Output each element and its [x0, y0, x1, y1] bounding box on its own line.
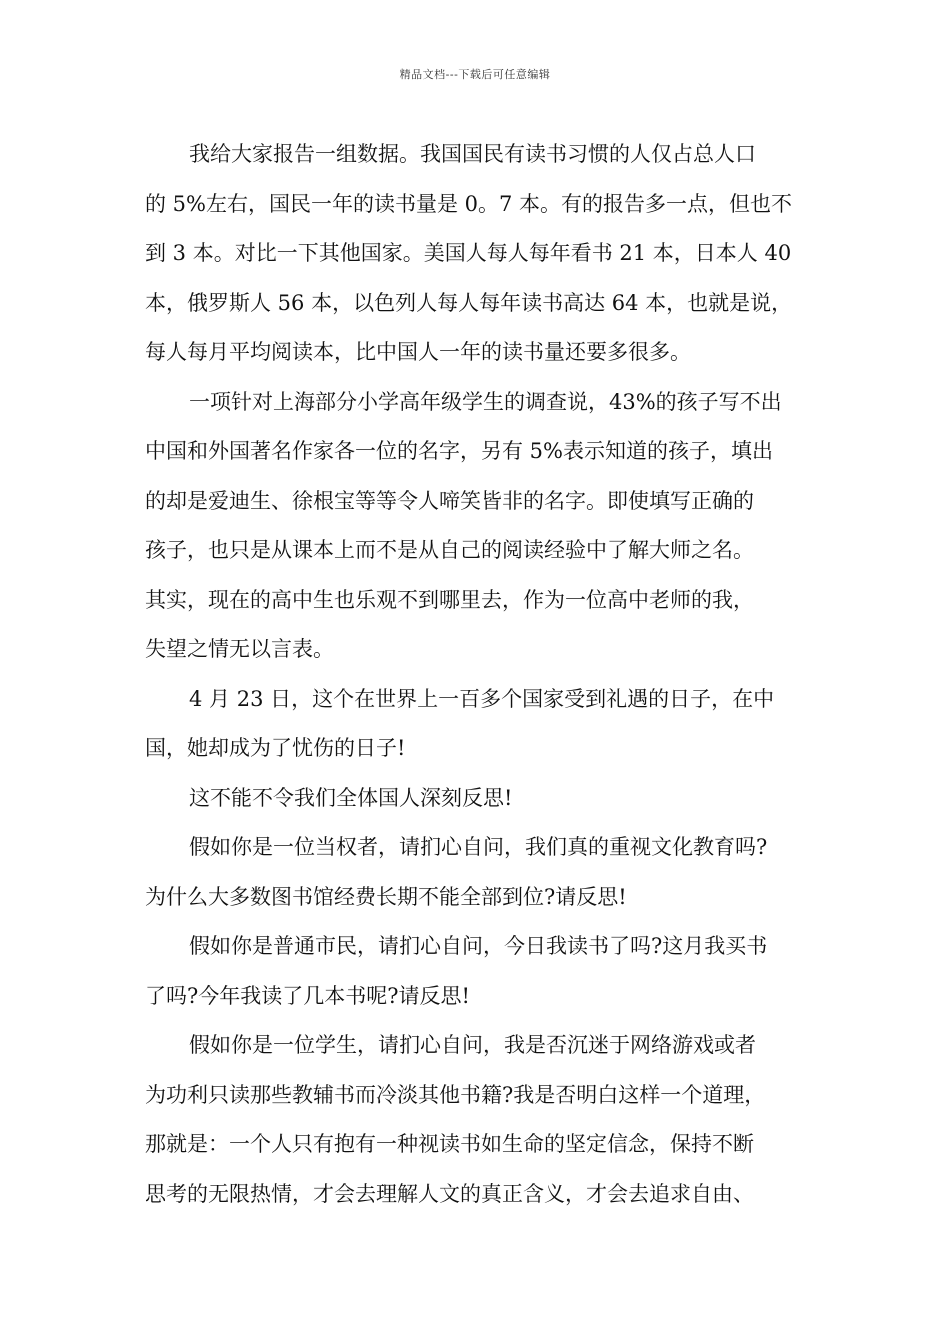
text-line: 假如你是一位当权者，请扪心自问，我们真的重视文化教育吗? [189, 835, 768, 859]
text-line: 其实，现在的高中生也乐观不到哪里去，作为一位高中老师的我， [145, 587, 754, 612]
text-line: 中国和外国著名作家各一位的名字，另有 5%表示知道的孩子，填出 [145, 439, 773, 463]
text-line: 本，俄罗斯人 56 本，以色列人每人每年读书高达 64 本，也就是说， [145, 290, 793, 315]
document-body [145, 130, 825, 1219]
text-line: 假如你是一位学生，请扪心自问，我是否沉迷于网络游戏或者 [189, 1033, 756, 1057]
text-line: 失望之情无以言表。 [145, 637, 334, 661]
text-line: 的 5%左右，国民一年的读书量是 0。7 本。有的报告多一点，但也不 [145, 191, 793, 216]
text-line: 那就是：一个人只有抱有一种视读书如生命的坚定信念，保持不断 [145, 1132, 754, 1156]
text-line: 了吗?今年我读了几本书呢?请反思! [145, 983, 470, 1008]
text-line: 到 3 本。对比一下其他国家。美国人每人每年看书 21 本，日本人 40 [145, 241, 792, 265]
text-line: 这不能不令我们全体国人深刻反思! [189, 785, 513, 810]
text-line: 我给大家报告一组数据。我国国民有读书习惯的人仅占总人口 [189, 142, 756, 166]
text-line: 孩子，也只是从课本上而不是从自己的阅读经验中了解大师之名。 [145, 538, 754, 562]
text-line: 假如你是普通市民，请扪心自问，今日我读书了吗?这月我买书 [189, 934, 768, 958]
text-line: 的却是爱迪生、徐根宝等等令人啼笑皆非的名字。即使填写正确的 [145, 488, 754, 513]
text-line: 4 月 23 日，这个在世界上一百多个国家受到礼遇的日子，在中 [189, 686, 775, 711]
text-line: 一项针对上海部分小学高年级学生的调查说，43%的孩子写不出 [189, 389, 782, 414]
text-line: 思考的无限热情，才会去理解人文的真正含义，才会去追求自由、 [145, 1181, 754, 1206]
page-header: 精品文档---下载后可任意编辑 [399, 68, 551, 81]
text-line: 为功利只读那些教辅书而冷淡其他书籍?我是否明白这样一个道理， [145, 1082, 766, 1107]
text-line: 为什么大多数图书馆经费长期不能全部到位?请反思! [145, 884, 627, 909]
text-line: 每人每月平均阅读本，比中国人一年的读书量还要多很多。 [145, 340, 691, 364]
text-line: 国，她却成为了忧伤的日子! [145, 736, 406, 760]
